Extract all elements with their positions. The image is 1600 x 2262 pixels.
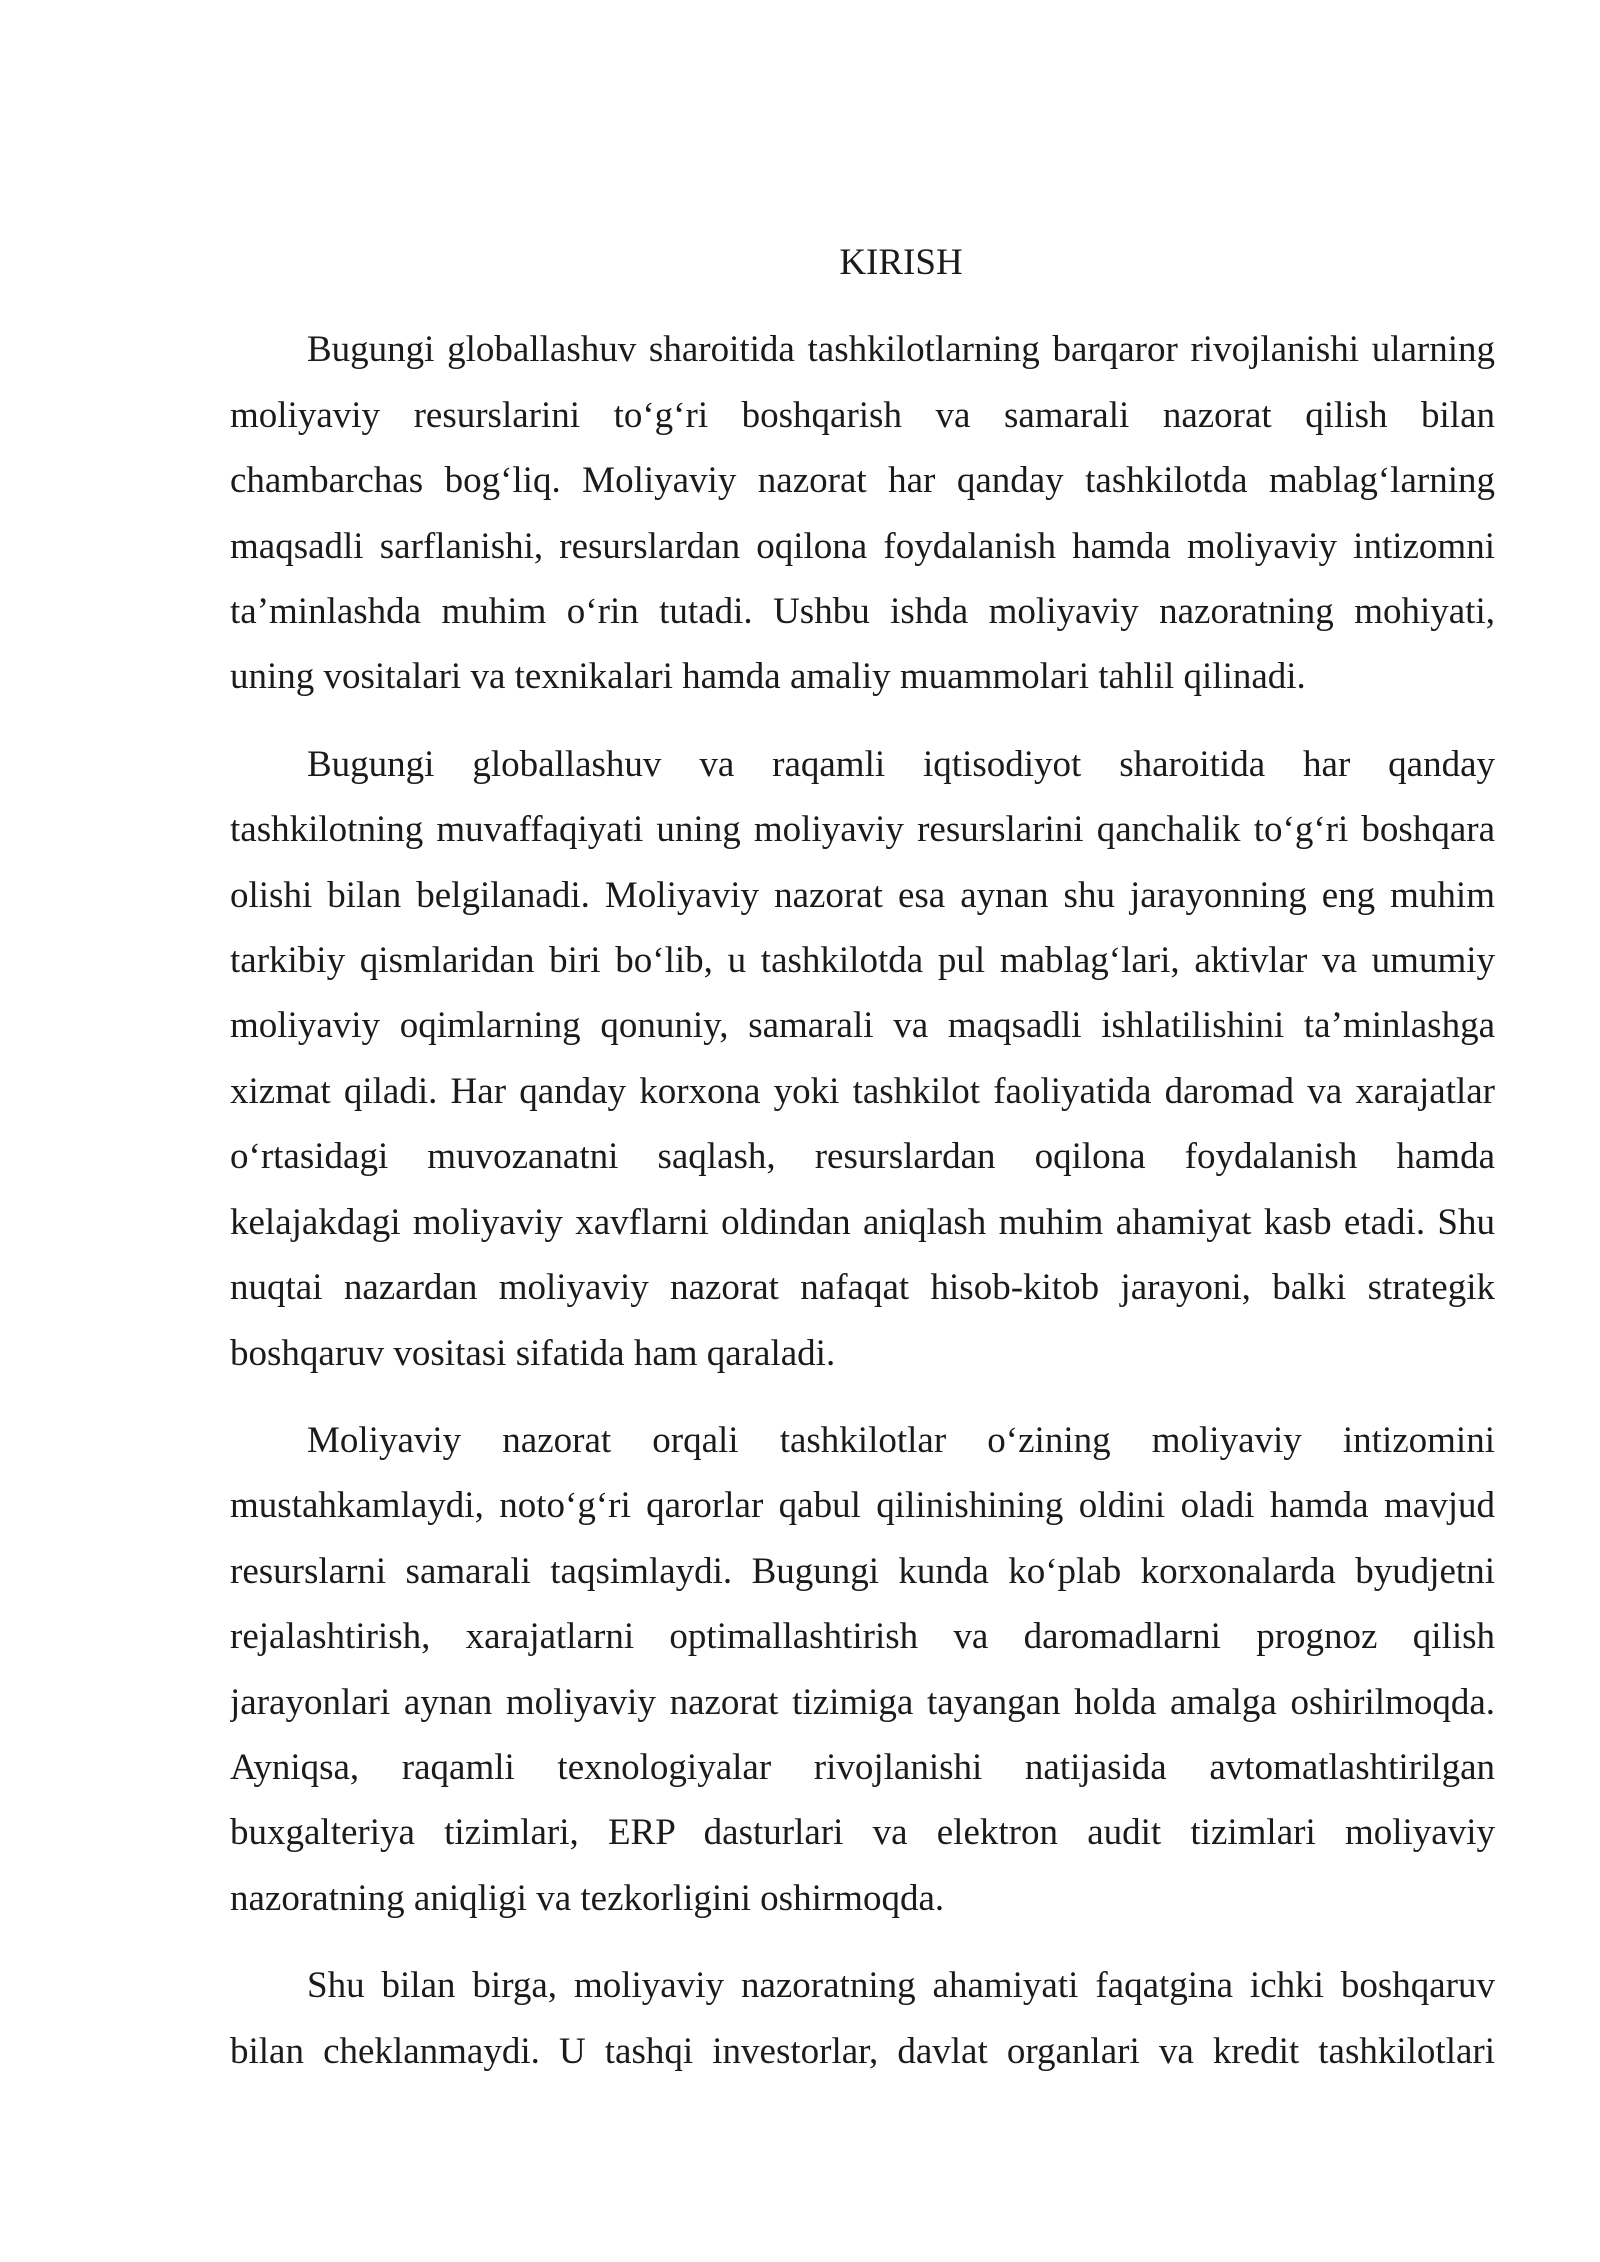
text-line: jarayonlari aynan moliyaviy nazorat tizimiga tayangan holda amalga oshirilmoqda. [230,1681,1495,1723]
text-line: bilan cheklanmaydi. U tashqi investorlar, davlat organlari va kredit tashkilotlari [230,2030,1495,2072]
text-line: xizmat qiladi. Har qanday korxona yoki tashkilot faoliyatida daromad va xarajatlar [230,1070,1495,1112]
text-line: uning vositalari va texnikalari hamda amaliy muammolari tahlil qilinadi. [230,656,1306,698]
text-line: olishi bilan belgilanadi. Moliyaviy nazorat esa aynan shu jarayonning eng muhim [230,874,1495,916]
text-line: Shu bilan birga, moliyaviy nazoratning ahamiyati faqatgina ichki boshqaruv [307,1965,1495,2007]
text-line: nuqtai nazardan moliyaviy nazorat nafaqat hisob-kitob jarayoni, balki strategik [230,1267,1495,1309]
text-line: rejalashtirish, xarajatlarni optimallashtirish va daromadlarni prognoz qilish [230,1616,1495,1658]
text-line: moliyaviy resurslarini to‘g‘ri boshqarish va samarali nazorat qilish bilan [230,394,1495,436]
text-line: chambarchas bog‘liq. Moliyaviy nazorat har qanday tashkilotda mablag‘larning [230,460,1495,502]
text-line: Moliyaviy nazorat orqali tashkilotlar o‘zining moliyaviy intizomini [307,1419,1495,1461]
text-line: buxgalteriya tizimlari, ERP dasturlari va elektron audit tizimlari moliyaviy [230,1812,1495,1854]
text-line: o‘rtasidagi muvozanatni saqlash, resurslardan oqilona foydalanish hamda [230,1136,1495,1178]
text-line: mustahkamlaydi, noto‘g‘ri qarorlar qabul qilinishining oldini oladi hamda mavjud [230,1485,1495,1527]
text-line: Bugungi globallashuv va raqamli iqtisodiyot sharoitida har qanday [307,743,1495,785]
text-line: tashkilotning muvaffaqiyati uning moliyaviy resurslarini qanchalik to‘g‘ri boshqara [230,809,1495,851]
text-line: tarkibiy qismlaridan biri bo‘lib, u tashkilotda pul mablag‘lari, aktivlar va umumiy [230,939,1495,981]
text-line: Bugungi globallashuv sharoitida tashkilotlarning barqaror rivojlanishi ularning [307,329,1495,371]
text-line: moliyaviy oqimlarning qonuniy, samarali va maqsadli ishlatilishini ta’minlashga [230,1005,1495,1047]
text-line: resurslarni samarali taqsimlaydi. Bugungi kunda ko‘plab korxonalarda byudjetni [230,1550,1495,1592]
text-line: boshqaruv vositasi sifatida ham qaraladi. [230,1332,836,1374]
paragraph-4 [230,1953,1495,2084]
text-line: nazoratning aniqligi va tezkorligini oshirmoqda. [230,1877,945,1919]
text-line: maqsadli sarflanishi, resurslardan oqilona foydalanish hamda moliyaviy intizomni [230,525,1495,567]
paragraph-1 [230,317,1495,710]
text-line: kelajakdagi moliyaviy xavflarni oldindan aniqlash muhim ahamiyat kasb etadi. Shu [230,1201,1495,1243]
section-heading: KIRISH [839,242,963,283]
paragraph-3 [230,1408,1495,1932]
document-body [230,230,1495,2084]
paragraph-2 [230,732,1495,1386]
text-line: Ayniqsa, raqamli texnologiyalar rivojlanishi natijasida avtomatlashtirilgan [230,1747,1495,1789]
text-line: ta’minlashda muhim o‘rin tutadi. Ushbu ishda moliyaviy nazoratning mohiyati, [230,590,1495,632]
